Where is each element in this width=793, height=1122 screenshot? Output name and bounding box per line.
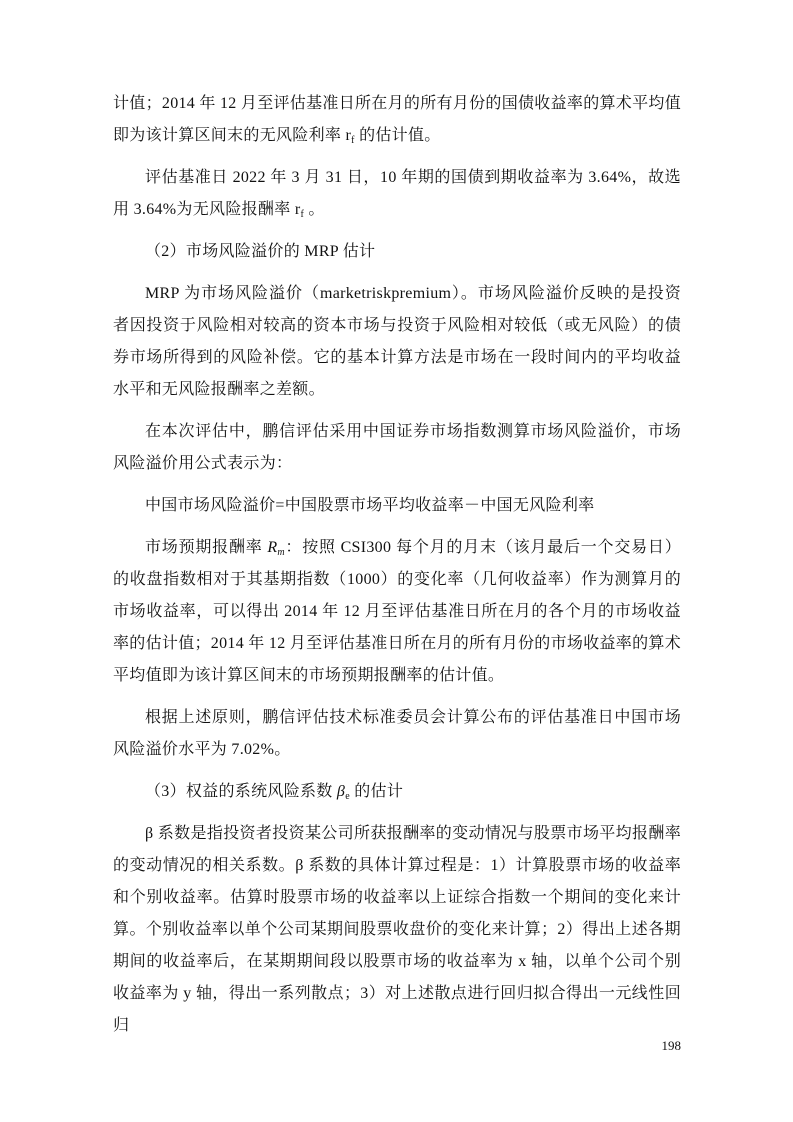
page-number: 198 xyxy=(661,1038,681,1053)
text-run: ：按照 CSI300 每个月的月末（该月最后一个交易日）的收盘指数相对于其基期指数（1000）的变化率（几何收益率）作为测算月的市场收益率，可以得出 2014 年 12 月至评估基准日所在月的各个月的市场收益率的估计值；2014 年 12 月至评估基准日所在月的所有月份的市场收益率的算术平均值即为该计算区间末的市场预期报酬率的估计值。 xyxy=(113,539,682,684)
text-run: 评估基准日 2022 年 3 月 31 日，10 年期的国债到期收益率为 3.64%，故选用 3.64%为无风险报酬率 r xyxy=(113,169,681,218)
text-run: 。 xyxy=(304,201,325,218)
paragraph-risk-free-rate-continuation xyxy=(113,88,681,152)
subscript-m: m xyxy=(277,547,285,558)
paragraph-valuation-date-bond-yield xyxy=(113,162,681,226)
document-body xyxy=(113,88,681,1042)
text-run: 计值；2014 年 12 月至评估基准日所在月的所有月份的国债收益率的算术平均值即为该计算区间末的无风险利率 r xyxy=(113,95,682,144)
variable-beta: β xyxy=(336,783,346,800)
subscript-f: f xyxy=(300,209,305,220)
variable-rm: R xyxy=(267,539,278,556)
formula-market-risk-premium: 中国市场风险溢价=中国股票市场平均收益率－中国无风险利率 xyxy=(145,497,595,514)
text-run: 的估计值。 xyxy=(354,127,441,144)
paragraph-mrp-method: 在本次评估中，鹏信评估采用中国证券市场指数测算市场风险溢价，市场风险溢价用公式表示为： xyxy=(113,423,681,472)
heading-mrp-estimate: （2）市场风险溢价的 MRP 估计 xyxy=(145,243,376,260)
paragraph-mrp-definition: MRP 为市场风险溢价（marketriskpremium）。市场风险溢价反映的是投资者因投资于风险相对较高的资本市场与投资于风险相对较低（或无风险）的债券市场所得到的风险补偿。它的基本计算方法是市场在一段时间内的平均收益水平和无风险报酬率之差额。 xyxy=(113,285,681,398)
heading-beta-estimate xyxy=(113,776,681,808)
paragraph-mrp-result: 根据上述原则，鹏信评估技术标准委员会计算公布的评估基准日中国市场风险溢价水平为 7.02%。 xyxy=(113,709,681,758)
text-run: （3）权益的系统风险系数 xyxy=(145,783,337,800)
text-run: 的估计 xyxy=(349,783,404,800)
paragraph-beta-calculation: β 系数是指投资者投资某公司所获报酬率的变动情况与股票市场平均报酬率的变动情况的相关系数。β 系数的具体计算过程是：1）计算股票市场的收益率和个别收益率。估算时股票市场的收益率以上证综合指数一个期间的变化来计算。个别收益率以单个公司某期间股票收盘价的变化来计算；2）得出上述各期期间的收益率后，在某期期间段以股票市场的收益率为 x 轴，以单个公司个别收益率为 y 轴，得出一系列散点；3）对上述散点进行回归拟合得出一元线性回归 xyxy=(113,825,681,1034)
paragraph-expected-market-return xyxy=(113,532,681,692)
subscript-e: e xyxy=(345,791,350,802)
subscript-f: f xyxy=(351,135,355,146)
text-run: 市场预期报酬率 xyxy=(145,539,268,556)
